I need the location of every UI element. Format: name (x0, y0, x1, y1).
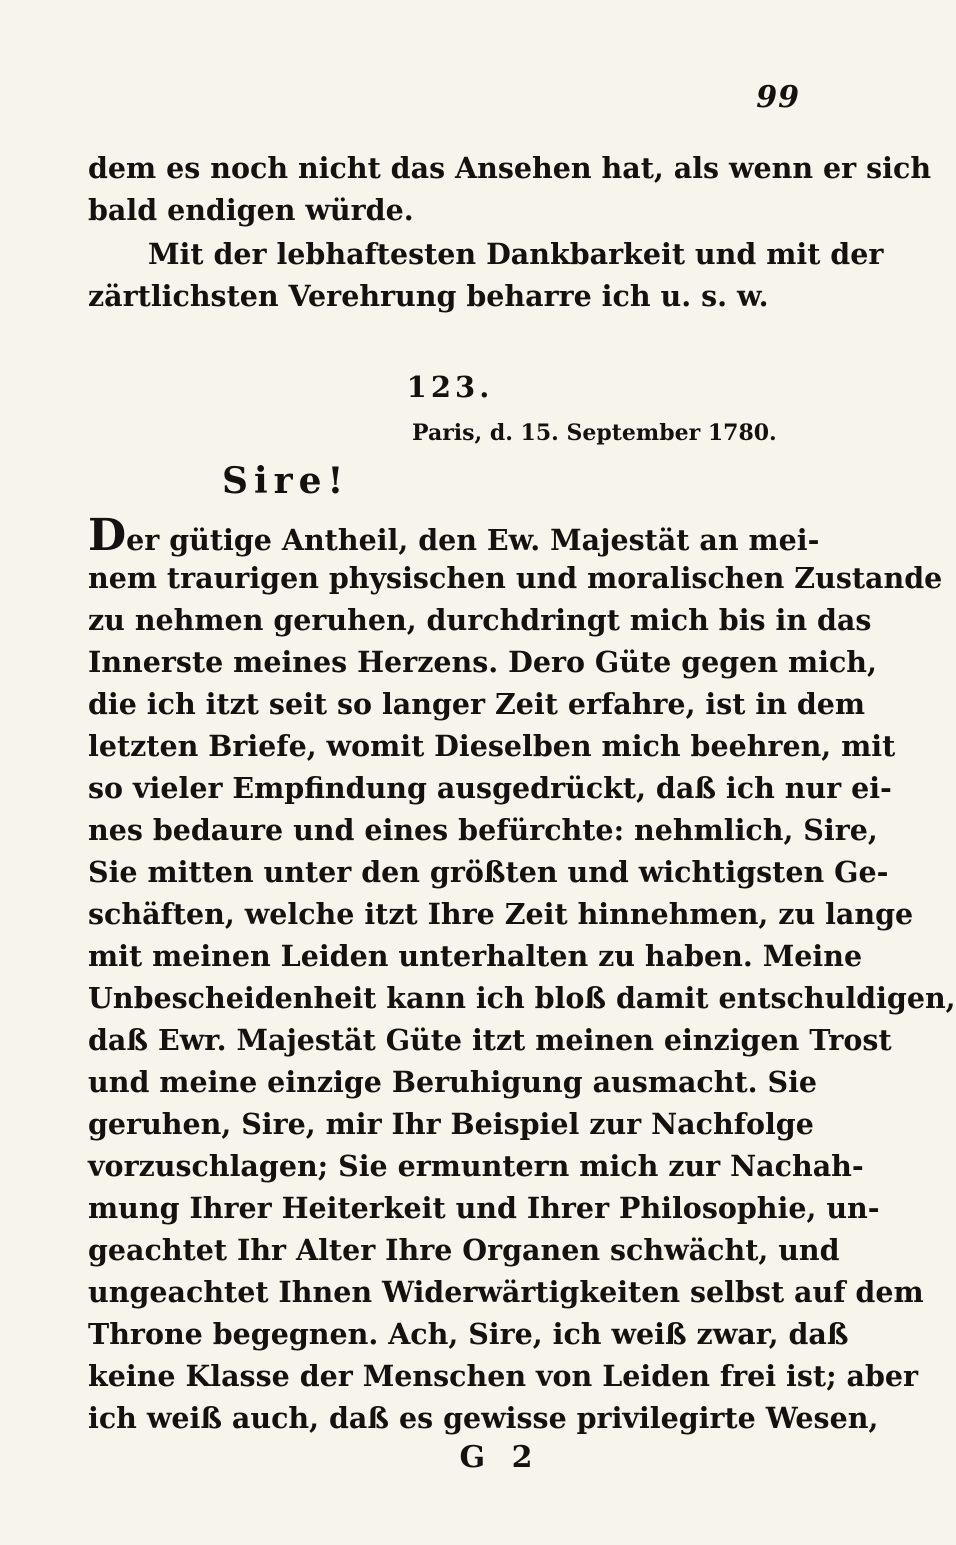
body-line: Innerste meines Herzens. Dero Güte gegen mich, (88, 645, 877, 679)
body-line: so vieler Empfindung ausgedrückt, daß ich nur ei- (88, 771, 892, 805)
closing-line: Mit der lebhaftesten Dankbarkeit und mit der (148, 237, 884, 271)
body-line: daß Ewr. Majestät Güte itzt meinen einzigen Trost (88, 1023, 892, 1057)
body-line: Throne begegnen. Ach, Sire, ich weiß zwar, daß (88, 1317, 849, 1351)
letter-dateline: Paris, d. 15. September 1780. (412, 420, 777, 446)
page-number: 99 (756, 80, 800, 115)
first-line-text: er gütige Antheil, den Ew. Majestät an mei- (126, 523, 820, 557)
drop-cap: D (88, 510, 127, 561)
body-line: Sie mitten unter den größten und wichtigsten Ge- (88, 855, 889, 889)
body-line: keine Klasse der Menschen von Leiden frei ist; aber (88, 1359, 919, 1393)
body-line: nes bedaure und eines befürchte: nehmlich, Sire, (88, 813, 878, 847)
body-line: vorzuschlagen; Sie ermuntern mich zur Nachah- (88, 1149, 864, 1183)
body-line: die ich itzt seit so langer Zeit erfahre, ist in dem (88, 687, 866, 721)
body-line: mung Ihrer Heiterkeit und Ihrer Philosophie, un- (88, 1191, 880, 1225)
body-line: letzten Briefe, womit Dieselben mich beehren, mit (88, 729, 896, 763)
continuation-line: dem es noch nicht das Ansehen hat, als wenn er sich (88, 151, 932, 185)
body-line: geruhen, Sire, mir Ihr Beispiel zur Nachfolge (88, 1107, 814, 1141)
body-line: ungeachtet Ihnen Widerwärtigkeiten selbst auf dem (88, 1275, 924, 1309)
letter-first-line (88, 510, 820, 561)
letter-salutation: Sire! (222, 460, 350, 502)
body-line: zu nehmen geruhen, durchdringt mich bis in das (88, 603, 872, 637)
letter-number: 123. (406, 370, 494, 404)
body-line: mit meinen Leiden unterhalten zu haben. Meine (88, 939, 863, 973)
body-line: geachtet Ihr Alter Ihre Organen schwächt, und (88, 1233, 840, 1267)
body-line: nem traurigen physischen und moralischen Zustande (88, 561, 943, 595)
closing-line: zärtlichsten Verehrung beharre ich u. s. w. (88, 279, 769, 313)
body-line: und meine einzige Beruhigung ausmacht. Sie (88, 1065, 818, 1099)
continuation-line: bald endigen würde. (88, 193, 414, 227)
body-line: schäften, welche itzt Ihre Zeit hinnehmen, zu lange (88, 897, 914, 931)
signature-mark: G 2 (459, 1440, 541, 1475)
body-line: Unbescheidenheit kann ich bloß damit entschuldigen, (88, 981, 956, 1015)
body-line: ich weiß auch, daß es gewisse privilegirte Wesen, (88, 1401, 879, 1435)
